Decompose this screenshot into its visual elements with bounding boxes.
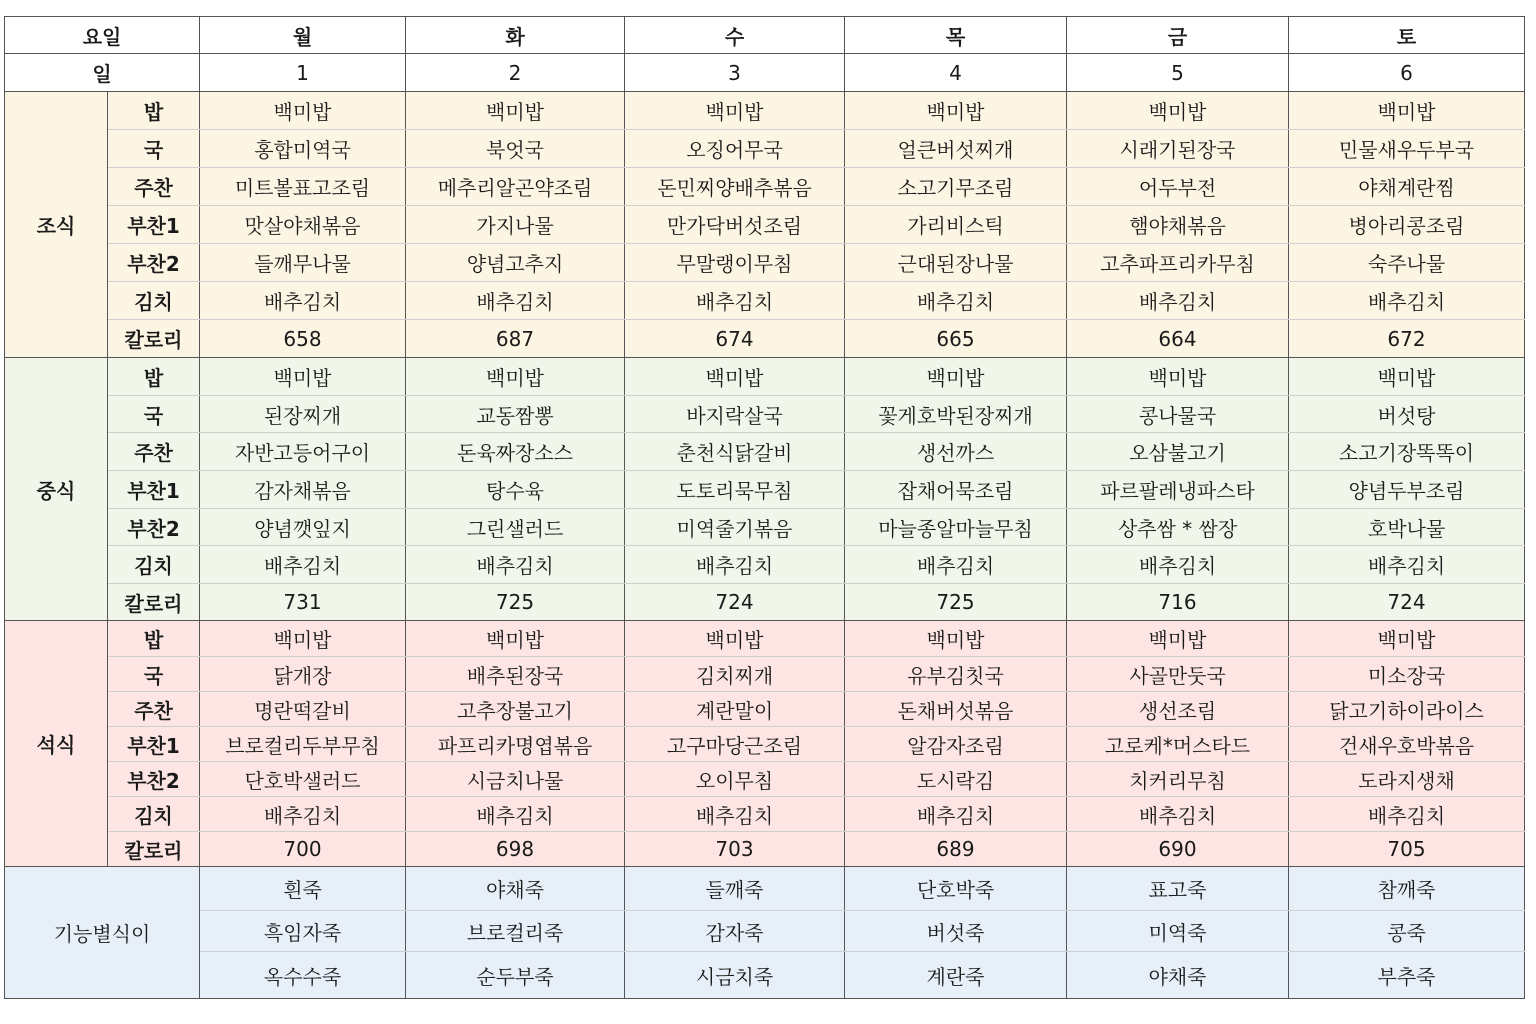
menu-item-cell: 배추김치 (845, 546, 1067, 584)
calorie-cell: 672 (1289, 320, 1525, 358)
lunch-section-label: 중식 (5, 358, 108, 621)
special-diet-row (5, 952, 1525, 999)
menu-item-cell: 잡채어묵조림 (845, 471, 1067, 509)
menu-item-cell: 배추김치 (1289, 797, 1525, 832)
menu-item-cell: 도라지생채 (1289, 762, 1525, 797)
menu-item-cell: 배추김치 (845, 282, 1067, 320)
calorie-cell: 689 (845, 832, 1067, 867)
calorie-cell: 725 (406, 584, 625, 621)
menu-item-cell: 백미밥 (1067, 92, 1289, 130)
menu-item-cell: 백미밥 (200, 621, 406, 657)
row-category-label: 밥 (108, 358, 200, 396)
menu-item-cell: 고구마당근조림 (625, 727, 845, 762)
breakfast-row (5, 92, 1525, 130)
porridge-item-cell: 표고죽 (1067, 867, 1289, 911)
menu-item-cell: 브로컬리두부무침 (200, 727, 406, 762)
row-category-label: 국 (108, 396, 200, 433)
calorie-cell: 724 (625, 584, 845, 621)
menu-item-cell: 단호박샐러드 (200, 762, 406, 797)
menu-item-cell: 생선조림 (1067, 692, 1289, 727)
dinner-row (5, 621, 1525, 657)
porridge-item-cell: 시금치죽 (625, 952, 845, 999)
menu-item-cell: 맛살야채볶음 (200, 206, 406, 244)
menu-item-cell: 탕수육 (406, 471, 625, 509)
menu-item-cell: 된장찌개 (200, 396, 406, 433)
menu-item-cell: 그린샐러드 (406, 509, 625, 546)
menu-item-cell: 돈민찌양배추볶음 (625, 168, 845, 206)
menu-item-cell: 백미밥 (200, 92, 406, 130)
lunch-row (5, 433, 1525, 471)
menu-item-cell: 배추김치 (200, 282, 406, 320)
row-category-label: 김치 (108, 797, 200, 832)
menu-item-cell: 알감자조림 (845, 727, 1067, 762)
menu-item-cell: 오삼불고기 (1067, 433, 1289, 471)
menu-item-cell: 미역줄기볶음 (625, 509, 845, 546)
menu-item-cell: 닭고기하이라이스 (1289, 692, 1525, 727)
porridge-item-cell: 브로컬리죽 (406, 911, 625, 952)
menu-item-cell: 홍합미역국 (200, 130, 406, 168)
menu-item-cell: 소고기장똑똑이 (1289, 433, 1525, 471)
breakfast-section-label: 조식 (5, 92, 108, 358)
menu-item-cell: 백미밥 (625, 358, 845, 396)
menu-item-cell: 명란떡갈비 (200, 692, 406, 727)
menu-item-cell: 배추김치 (1289, 282, 1525, 320)
menu-item-cell: 시금치나물 (406, 762, 625, 797)
menu-item-cell: 계란말이 (625, 692, 845, 727)
menu-item-cell: 돈육짜장소스 (406, 433, 625, 471)
breakfast-row (5, 320, 1525, 358)
row-category-label: 국 (108, 657, 200, 692)
dinner-row (5, 832, 1525, 867)
menu-item-cell: 돈채버섯볶음 (845, 692, 1067, 727)
menu-item-cell: 배추김치 (406, 546, 625, 584)
calorie-cell: 664 (1067, 320, 1289, 358)
lunch-row (5, 471, 1525, 509)
menu-item-cell: 오징어무국 (625, 130, 845, 168)
calorie-cell: 698 (406, 832, 625, 867)
menu-item-cell: 배추김치 (1067, 546, 1289, 584)
menu-item-cell: 마늘종알마늘무침 (845, 509, 1067, 546)
menu-item-cell: 꽃게호박된장찌개 (845, 396, 1067, 433)
porridge-item-cell: 버섯죽 (845, 911, 1067, 952)
menu-item-cell: 들깨무나물 (200, 244, 406, 282)
menu-item-cell: 백미밥 (625, 92, 845, 130)
menu-item-cell: 시래기된장국 (1067, 130, 1289, 168)
date-header-label: 일 (5, 54, 200, 92)
porridge-item-cell: 참깨죽 (1289, 867, 1525, 911)
row-category-label: 주찬 (108, 692, 200, 727)
breakfast-row (5, 244, 1525, 282)
calorie-cell: 731 (200, 584, 406, 621)
calorie-cell: 705 (1289, 832, 1525, 867)
menu-item-cell: 양념고추지 (406, 244, 625, 282)
menu-item-cell: 양념깻잎지 (200, 509, 406, 546)
weekday-cell: 월 (200, 17, 406, 54)
porridge-item-cell: 야채죽 (1067, 952, 1289, 999)
porridge-item-cell: 흑임자죽 (200, 911, 406, 952)
dinner-row (5, 762, 1525, 797)
menu-item-cell: 백미밥 (406, 358, 625, 396)
dinner-row (5, 727, 1525, 762)
menu-item-cell: 파르팔레냉파스타 (1067, 471, 1289, 509)
menu-item-cell: 상추쌈 * 쌈장 (1067, 509, 1289, 546)
menu-item-cell: 고로케*머스타드 (1067, 727, 1289, 762)
dinner-row (5, 657, 1525, 692)
porridge-item-cell: 들깨죽 (625, 867, 845, 911)
lunch-row (5, 546, 1525, 584)
menu-item-cell: 배추김치 (845, 797, 1067, 832)
menu-item-cell: 건새우호박볶음 (1289, 727, 1525, 762)
row-category-label: 칼로리 (108, 832, 200, 867)
weekday-cell: 목 (845, 17, 1067, 54)
date-row (5, 54, 1525, 92)
breakfast-row (5, 282, 1525, 320)
menu-item-cell: 고추장불고기 (406, 692, 625, 727)
porridge-item-cell: 계란죽 (845, 952, 1067, 999)
row-category-label: 부찬1 (108, 206, 200, 244)
weekday-cell: 수 (625, 17, 845, 54)
row-category-label: 부찬1 (108, 471, 200, 509)
row-category-label: 주찬 (108, 433, 200, 471)
menu-item-cell: 김치찌개 (625, 657, 845, 692)
menu-item-cell: 근대된장나물 (845, 244, 1067, 282)
breakfast-row (5, 130, 1525, 168)
lunch-row (5, 396, 1525, 433)
porridge-item-cell: 옥수수죽 (200, 952, 406, 999)
menu-item-cell: 고추파프리카무침 (1067, 244, 1289, 282)
menu-item-cell: 생선까스 (845, 433, 1067, 471)
menu-item-cell: 배추김치 (406, 282, 625, 320)
row-category-label: 부찬1 (108, 727, 200, 762)
row-category-label: 칼로리 (108, 584, 200, 621)
menu-item-cell: 가지나물 (406, 206, 625, 244)
menu-item-cell: 오이무침 (625, 762, 845, 797)
menu-item-cell: 어두부전 (1067, 168, 1289, 206)
date-cell: 4 (845, 54, 1067, 92)
row-category-label: 부찬2 (108, 509, 200, 546)
porridge-item-cell: 미역죽 (1067, 911, 1289, 952)
date-cell: 2 (406, 54, 625, 92)
row-category-label: 김치 (108, 546, 200, 584)
breakfast-row (5, 168, 1525, 206)
menu-item-cell: 유부김칫국 (845, 657, 1067, 692)
row-category-label: 칼로리 (108, 320, 200, 358)
porridge-item-cell: 흰죽 (200, 867, 406, 911)
porridge-item-cell: 순두부죽 (406, 952, 625, 999)
row-category-label: 주찬 (108, 168, 200, 206)
porridge-item-cell: 야채죽 (406, 867, 625, 911)
menu-item-cell: 배추김치 (200, 546, 406, 584)
menu-item-cell: 숙주나물 (1289, 244, 1525, 282)
row-category-label: 국 (108, 130, 200, 168)
calorie-cell: 700 (200, 832, 406, 867)
menu-item-cell: 호박나물 (1289, 509, 1525, 546)
menu-item-cell: 배추김치 (406, 797, 625, 832)
meal-menu-body (5, 17, 1525, 999)
weekday-cell: 토 (1289, 17, 1525, 54)
menu-item-cell: 백미밥 (1289, 621, 1525, 657)
menu-item-cell: 춘천식닭갈비 (625, 433, 845, 471)
calorie-cell: 674 (625, 320, 845, 358)
weekday-cell: 화 (406, 17, 625, 54)
date-cell: 1 (200, 54, 406, 92)
menu-item-cell: 만가닥버섯조림 (625, 206, 845, 244)
menu-item-cell: 배추김치 (1067, 797, 1289, 832)
menu-item-cell: 야채계란찜 (1289, 168, 1525, 206)
menu-item-cell: 민물새우두부국 (1289, 130, 1525, 168)
menu-item-cell: 메추리알곤약조림 (406, 168, 625, 206)
special-diet-row (5, 911, 1525, 952)
weekday-row (5, 17, 1525, 54)
breakfast-row (5, 206, 1525, 244)
lunch-row (5, 358, 1525, 396)
calorie-cell: 658 (200, 320, 406, 358)
dinner-row (5, 797, 1525, 832)
porridge-item-cell: 단호박죽 (845, 867, 1067, 911)
menu-item-cell: 치커리무침 (1067, 762, 1289, 797)
calorie-cell: 665 (845, 320, 1067, 358)
dinner-row (5, 692, 1525, 727)
porridge-item-cell: 감자죽 (625, 911, 845, 952)
menu-item-cell: 백미밥 (406, 92, 625, 130)
date-cell: 5 (1067, 54, 1289, 92)
menu-item-cell: 햄야채볶음 (1067, 206, 1289, 244)
menu-item-cell: 닭개장 (200, 657, 406, 692)
porridge-item-cell: 콩죽 (1289, 911, 1525, 952)
weekday-cell: 금 (1067, 17, 1289, 54)
menu-item-cell: 백미밥 (1067, 358, 1289, 396)
row-category-label: 부찬2 (108, 244, 200, 282)
row-category-label: 부찬2 (108, 762, 200, 797)
calorie-cell: 716 (1067, 584, 1289, 621)
menu-item-cell: 바지락살국 (625, 396, 845, 433)
menu-item-cell: 버섯탕 (1289, 396, 1525, 433)
menu-item-cell: 백미밥 (1067, 621, 1289, 657)
menu-item-cell: 백미밥 (845, 358, 1067, 396)
meal-menu-table (4, 16, 1525, 999)
row-category-label: 밥 (108, 92, 200, 130)
menu-item-cell: 감자채볶음 (200, 471, 406, 509)
menu-item-cell: 배추김치 (625, 282, 845, 320)
special-diet-section-label: 기능별식이 (5, 867, 200, 999)
menu-item-cell: 콩나물국 (1067, 396, 1289, 433)
menu-item-cell: 미소장국 (1289, 657, 1525, 692)
menu-item-cell: 사골만둣국 (1067, 657, 1289, 692)
lunch-row (5, 509, 1525, 546)
special-diet-row (5, 867, 1525, 911)
menu-item-cell: 백미밥 (406, 621, 625, 657)
lunch-row (5, 584, 1525, 621)
calorie-cell: 690 (1067, 832, 1289, 867)
porridge-item-cell: 부추죽 (1289, 952, 1525, 999)
calorie-cell: 703 (625, 832, 845, 867)
row-category-label: 김치 (108, 282, 200, 320)
menu-item-cell: 배추김치 (1289, 546, 1525, 584)
menu-item-cell: 얼큰버섯찌개 (845, 130, 1067, 168)
menu-item-cell: 배추김치 (625, 797, 845, 832)
menu-item-cell: 소고기무조림 (845, 168, 1067, 206)
menu-item-cell: 가리비스틱 (845, 206, 1067, 244)
date-cell: 3 (625, 54, 845, 92)
calorie-cell: 724 (1289, 584, 1525, 621)
menu-item-cell: 파프리카명엽볶음 (406, 727, 625, 762)
menu-item-cell: 병아리콩조림 (1289, 206, 1525, 244)
menu-item-cell: 북엇국 (406, 130, 625, 168)
menu-item-cell: 백미밥 (845, 621, 1067, 657)
calorie-cell: 725 (845, 584, 1067, 621)
menu-item-cell: 배추김치 (200, 797, 406, 832)
menu-item-cell: 자반고등어구이 (200, 433, 406, 471)
menu-item-cell: 배추된장국 (406, 657, 625, 692)
menu-item-cell: 백미밥 (1289, 92, 1525, 130)
menu-item-cell: 도토리묵무침 (625, 471, 845, 509)
dinner-section-label: 석식 (5, 621, 108, 867)
menu-item-cell: 백미밥 (1289, 358, 1525, 396)
row-category-label: 밥 (108, 621, 200, 657)
calorie-cell: 687 (406, 320, 625, 358)
menu-item-cell: 배추김치 (1067, 282, 1289, 320)
menu-item-cell: 도시락김 (845, 762, 1067, 797)
menu-item-cell: 백미밥 (200, 358, 406, 396)
menu-item-cell: 미트볼표고조림 (200, 168, 406, 206)
menu-item-cell: 무말랭이무침 (625, 244, 845, 282)
date-cell: 6 (1289, 54, 1525, 92)
menu-item-cell: 백미밥 (845, 92, 1067, 130)
menu-item-cell: 양념두부조림 (1289, 471, 1525, 509)
menu-item-cell: 백미밥 (625, 621, 845, 657)
weekday-header-label: 요일 (5, 17, 200, 54)
menu-item-cell: 교동짬뽕 (406, 396, 625, 433)
menu-item-cell: 배추김치 (625, 546, 845, 584)
